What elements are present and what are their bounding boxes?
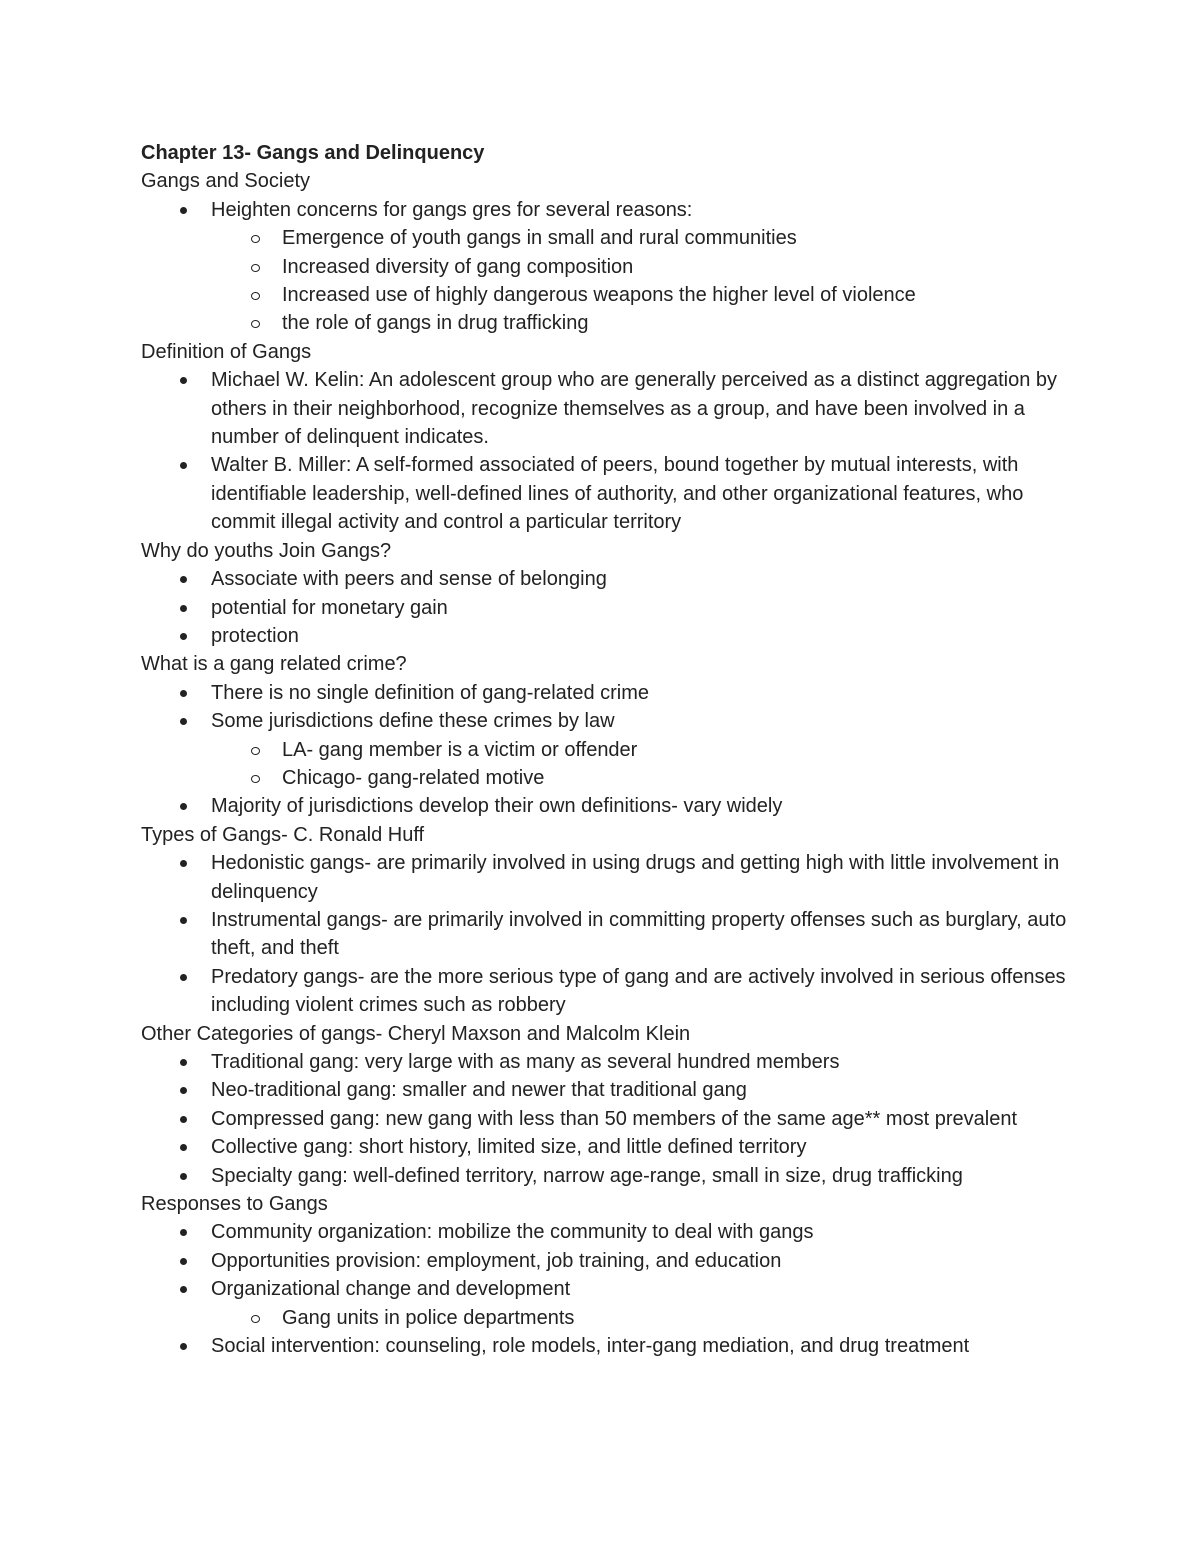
- list-item-text: Opportunities provision: employment, job training, and education: [211, 1249, 782, 1272]
- list-item-text: There is no single definition of gang-related crime: [211, 681, 650, 704]
- section-heading: Other Categories of gangs- Cheryl Maxson and Malcolm Klein: [141, 1022, 691, 1045]
- list-item: [141, 1247, 1071, 1275]
- list-item-text: Some jurisdictions define these crimes by law: [211, 710, 615, 733]
- list-item: [141, 451, 1071, 536]
- bullet-list: [141, 849, 1071, 1019]
- sub-list-item: LA- gang member is a victim or offender: [211, 736, 1071, 764]
- sublist-wrapper: [141, 224, 1071, 338]
- list-item: [141, 1218, 1071, 1246]
- list-item: [141, 565, 1071, 593]
- list-item-text: Associate with peers and sense of belonging: [211, 568, 607, 591]
- sub-list-item: Increased use of highly dangerous weapons the higher level of violence: [211, 281, 1071, 309]
- section-heading: Types of Gangs- C. Ronald Huff: [141, 823, 425, 846]
- list-item-text: Walter B. Miller: A self-formed associated of peers, bound together by mutual interests, with identifiable leadership, well-defined lines of authority, and other organizational features, who commit illegal activity and control a particular territory: [211, 454, 1024, 534]
- list-item-text: Majority of jurisdictions develop their own definitions- vary widely: [211, 795, 783, 818]
- sub-list-item: the role of gangs in drug trafficking: [211, 309, 1071, 337]
- list-item: [141, 849, 1071, 906]
- list-item-text: protection: [211, 624, 299, 647]
- list-item-text: Hedonistic gangs- are primarily involved in using drugs and getting high with little involvement in delinquency: [211, 852, 1060, 903]
- list-item-text: Collective gang: short history, limited size, and little defined territory: [211, 1136, 807, 1159]
- list-item: [141, 679, 1071, 707]
- list-item-text: Instrumental gangs- are primarily involved in committing property offenses such as burglary, auto theft, and theft: [211, 908, 1067, 960]
- list-item: [141, 1048, 1071, 1076]
- section-heading: What is a gang related crime?: [141, 653, 407, 676]
- bullet-list: [141, 1218, 1071, 1360]
- bullet-list: [141, 565, 1071, 650]
- list-item: [141, 792, 1071, 820]
- section-heading: Gangs and Society: [141, 170, 310, 193]
- bullet-list: [141, 196, 1071, 338]
- list-item: [141, 196, 1071, 224]
- list-item-text: Compressed gang: new gang with less than 50 members of the same age** most prevalent: [211, 1107, 1017, 1130]
- list-item: [141, 1076, 1071, 1104]
- list-item: [141, 1105, 1071, 1133]
- list-item-text: Michael W. Kelin: An adolescent group who are generally perceived as a distinct aggregation by others in their neighborhood, recognize themselves as a group, and have been involved in a number of delinquent indicates.: [211, 369, 1058, 449]
- list-item-text: Community organization: mobilize the community to deal with gangs: [211, 1221, 814, 1244]
- sub-list-item: Chicago- gang-related motive: [211, 764, 1071, 792]
- list-item-text: Social intervention: counseling, role models, inter-gang mediation, and drug treatment: [211, 1335, 970, 1358]
- list-item-text: Traditional gang: very large with as many as several hundred members: [211, 1051, 840, 1073]
- document-body: [141, 139, 1071, 1360]
- list-item: [141, 1275, 1071, 1303]
- list-item-text: potential for monetary gain: [211, 596, 448, 619]
- sublist-wrapper: [141, 1304, 1071, 1332]
- list-item: [141, 594, 1071, 622]
- list-item-text: Neo-traditional gang: smaller and newer that traditional gang: [211, 1079, 747, 1102]
- list-item: [141, 1332, 1071, 1360]
- bullet-list: [141, 366, 1071, 536]
- list-item: [141, 707, 1071, 735]
- list-item-text: Organizational change and development: [211, 1278, 571, 1301]
- list-item: [141, 1133, 1071, 1161]
- page-title: Chapter 13- Gangs and Delinquency: [141, 142, 485, 164]
- section-heading: Why do youths Join Gangs?: [141, 539, 392, 562]
- list-item: [141, 366, 1071, 451]
- bullet-list: [141, 1048, 1071, 1190]
- list-item: [141, 906, 1071, 963]
- sub-list-item: Gang units in police departments: [211, 1304, 1071, 1332]
- sub-list-item: Emergence of youth gangs in small and rural communities: [211, 224, 1071, 252]
- list-item: [141, 963, 1071, 1020]
- section-heading: Definition of Gangs: [141, 340, 312, 363]
- bullet-list: [141, 679, 1071, 821]
- sub-bullet-list: [211, 1304, 1071, 1332]
- sections-container: [141, 167, 1071, 1360]
- list-item-text: Predatory gangs- are the more serious type of gang and are actively involved in serious offenses including violent crimes such as robbery: [211, 965, 1066, 1017]
- list-item: [141, 1162, 1071, 1190]
- sublist-wrapper: [141, 736, 1071, 793]
- list-item-text: Heighten concerns for gangs gres for several reasons:: [211, 198, 693, 221]
- sub-bullet-list: [211, 736, 1071, 793]
- list-item: [141, 622, 1071, 650]
- section-heading: Responses to Gangs: [141, 1193, 328, 1216]
- sub-list-item: Increased diversity of gang composition: [211, 253, 1071, 281]
- list-item-text: Specialty gang: well-defined territory, narrow age-range, small in size, drug trafficking: [211, 1164, 963, 1187]
- sub-bullet-list: [211, 224, 1071, 338]
